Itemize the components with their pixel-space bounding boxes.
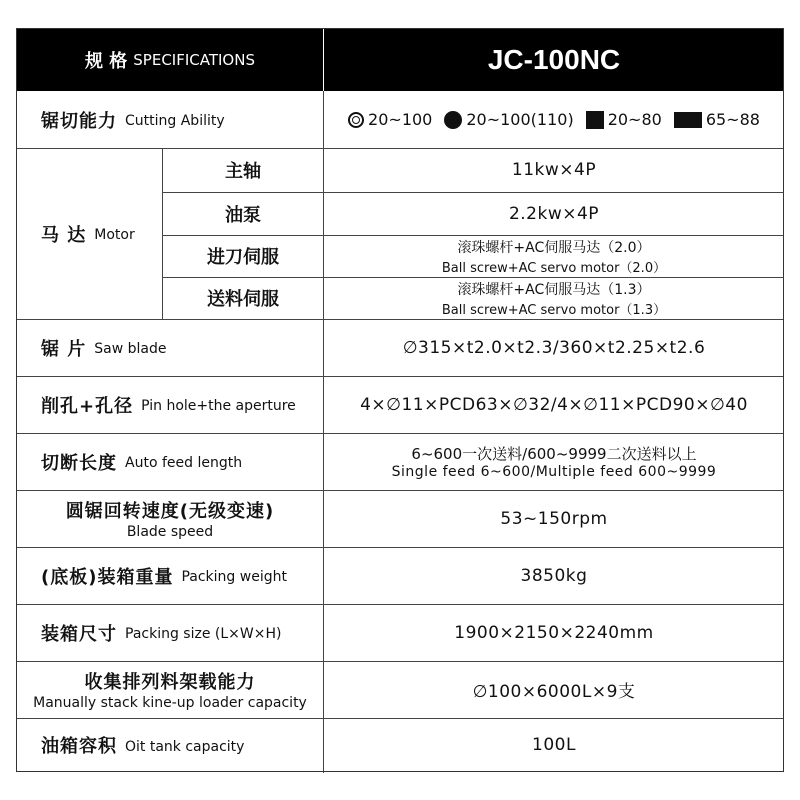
oil-tank-en: Oit tank capacity [125, 738, 245, 755]
feed-length-en-value: Single feed 6~600/Multiple feed 600~9999 [391, 464, 717, 480]
loader-en: Manually stack kine-up loader capacity [33, 695, 307, 711]
blade-speed-zh: 圆锯回转速度(无级变速) [65, 501, 275, 522]
ability-round-tube [348, 110, 432, 129]
ability-value: 20~100 [368, 110, 433, 129]
motor-material-servo-en: Ball screw+AC servo motor（1.3） [441, 302, 667, 318]
loader-value: ∅100×6000L×9支 [472, 682, 636, 702]
square-bar-icon [586, 111, 604, 129]
feed-length-label [17, 433, 323, 490]
loader-label [17, 661, 323, 718]
oil-tank-zh: 油箱容积 [41, 736, 117, 757]
loader-zh: 收集排列料架载能力 [84, 672, 256, 693]
blade-speed-en: Blade speed [126, 524, 214, 540]
packing-weight-zh: (底板)装箱重量 [41, 566, 174, 588]
cutting-ability-zh: 锯切能力 [41, 110, 117, 132]
saw-blade-en: Saw blade [94, 341, 167, 357]
cutting-ability-en: Cutting Ability [125, 113, 225, 129]
feed-length-en: Auto feed length [125, 455, 243, 471]
ability-round-bar [444, 110, 573, 129]
motor-pump-value: 2.2kw×4P [508, 203, 600, 224]
motor-feed-servo-en: Ball screw+AC servo motor（2.0） [441, 260, 667, 276]
packing-size-value: 1900×2150×2240mm [454, 622, 654, 643]
motor-zh: 马 达 [41, 224, 87, 246]
blade-speed-value: 53~150rpm [500, 508, 608, 529]
rectangle-bar-icon [674, 112, 702, 128]
round-bar-icon [444, 111, 462, 129]
spec-header-label [17, 29, 323, 91]
feed-length-value [324, 433, 784, 490]
motor-material-servo-zh: 滚珠螺杆+AC伺服马达（1.3） [457, 281, 651, 298]
feed-length-zh-value: 6~600一次送料/600~9999二次送料以上 [411, 445, 697, 463]
motor-label [17, 148, 162, 319]
packing-weight-label [17, 547, 323, 604]
saw-blade-label [17, 319, 323, 376]
blade-speed-label [17, 490, 323, 547]
spec-table [16, 28, 784, 772]
motor-spindle-value: 11kw×4P [511, 160, 597, 180]
packing-size-en: Packing size (L×W×H) [125, 626, 282, 642]
packing-size-label [17, 604, 323, 661]
ability-rectangle-bar [674, 110, 760, 129]
saw-blade-zh: 锯 片 [41, 338, 87, 360]
motor-material-servo-value [324, 277, 784, 319]
pin-hole-en: Pin hole+the aperture [141, 398, 296, 414]
cutting-ability-label [17, 91, 323, 148]
feed-length-zh: 切断长度 [41, 452, 117, 474]
oil-tank-value: 100L [532, 735, 576, 755]
motor-pump-label: 油泵 [225, 204, 261, 226]
round-tube-icon [348, 112, 364, 128]
motor-material-servo-label: 送料伺服 [207, 289, 279, 310]
packing-weight-en: Packing weight [181, 569, 287, 585]
ability-square-bar [586, 110, 662, 129]
cutting-ability-values [324, 91, 784, 148]
saw-blade-value: ∅315×t2.0×t2.3/360×t2.25×t2.6 [402, 337, 706, 358]
motor-feed-servo-value [324, 235, 784, 277]
motor-feed-servo-label: 进刀伺服 [207, 247, 279, 268]
ability-value: 20~100(110) [466, 110, 574, 129]
oil-tank-label [17, 718, 323, 772]
packing-weight-value: 3850kg [520, 565, 588, 586]
pin-hole-zh: 削孔+孔径 [41, 395, 134, 417]
motor-feed-servo-zh: 滚珠螺杆+AC伺服马达（2.0） [457, 239, 651, 256]
pin-hole-value: 4×∅11×PCD63×∅32/4×∅11×PCD90×∅40 [360, 394, 748, 415]
model-name: JC-100NC [487, 44, 621, 75]
ability-value: 65~88 [705, 110, 760, 129]
motor-spindle-label: 主轴 [225, 161, 261, 182]
spec-header-en: SPECIFICATIONS [133, 51, 255, 69]
ability-value: 20~80 [607, 110, 662, 129]
motor-en: Motor [94, 227, 135, 243]
pin-hole-label [17, 376, 323, 433]
spec-header-zh: 规 格 [85, 51, 128, 72]
packing-size-zh: 装箱尺寸 [41, 623, 117, 645]
